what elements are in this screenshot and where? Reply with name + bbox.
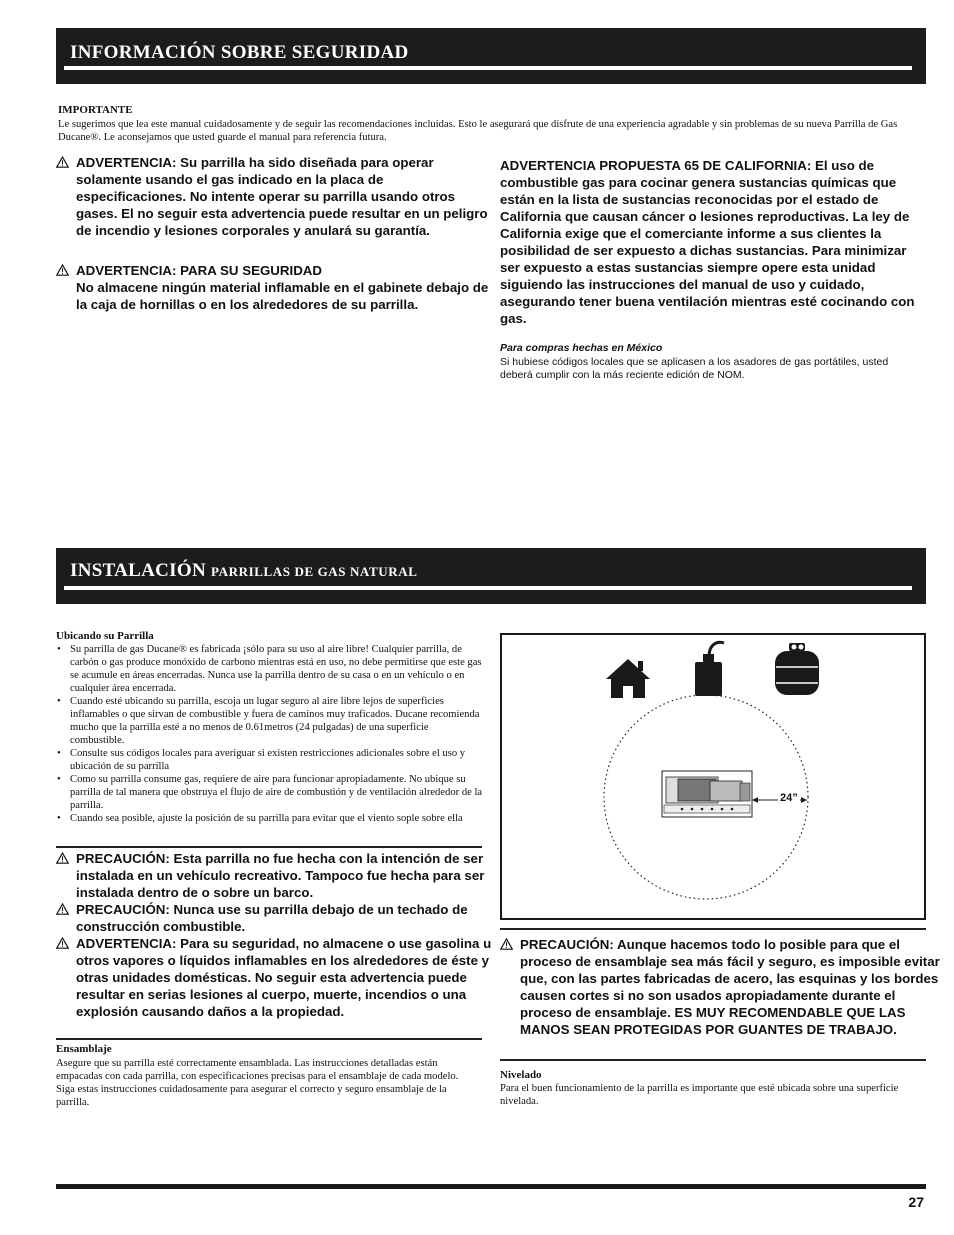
clearance-diagram (500, 633, 926, 920)
warning-triangle-icon (500, 938, 513, 950)
ensamblaje-heading: Ensamblaje (56, 1043, 112, 1055)
warning-triangle-icon (56, 852, 69, 864)
house-icon (606, 659, 650, 698)
importante-text: Le sugerimos que lea este manual cuidadosamente y de seguir las recomendaciones incluidas. Esto le asegurará que disfrute de una experiencia agradable y sin problemas de su nueva Parrilla de Gas Ducane®. Le aconsejamos que usted guarde el manual para referencia futura. (58, 119, 898, 143)
clearance-diagram-art (502, 635, 924, 918)
warning-safety (56, 262, 492, 313)
mexico-text: Si hubiese códigos locales que se aplicasen a los asadores de gas portátiles, usted deberá cumplir con la más reciente edición de NOM. (500, 356, 889, 381)
mexico-heading: Para compras hechas en México (500, 342, 663, 354)
caution-gloves: PRECAUCIÓN: Aunque hacemos todo lo posible para que el proceso de ensamblaje sea más fácil y seguro, es imposible evitar que, con las partes fabricadas de acero, las esquinas y los bordes causen cortes si no son usados apropiadamente durante el proceso de ensamblaje. ES MUY RECOMENDABLE QUE LAS MANOS SEAN PROTEGIDAS POR GUANTES DE TRABAJO. (500, 936, 946, 1038)
warning-flammable: ADVERTENCIA: Para su seguridad, no almacene o use gasolina u otros vapores o líquidos inflamables en los alrededores de éste y otras unidades domésticas. No seguir esta advertencia puede resultar en serias lesiones al cuerpo, muerte, incendios o una explosión causando daños a la propiedad. (56, 935, 504, 1020)
caution-vehicle: PRECAUCIÓN: Esta parrilla no fue hecha con la intención de ser instalada en un vehículo recreativo. Tampoco fue hecha para ser instalada dentro de o sobre un barco. (56, 850, 504, 901)
divider (500, 1059, 926, 1061)
warning-safety-text: No almacene ningún material inflamable en el gabinete debajo de la caja de hornillas o en los alrededores de su parrilla. (76, 280, 489, 312)
divider (500, 928, 926, 930)
list-item: • Consulte sus códigos locales para averiguar si existen restricciones adicionales sobre el uso y ubicación de su parrilla (70, 747, 483, 773)
installation-banner (56, 548, 926, 604)
propane-tank-icon (775, 643, 819, 695)
distance-label: 24” (780, 792, 798, 804)
grill-icon (662, 771, 752, 817)
warning-gas-type: ADVERTENCIA: Su parrilla ha sido diseñada para operar solamente usando el gas indicado en la placa de especificaciones. No intente operar su parrilla usando otros gases. El no seguir esta advertencia puede resultar en un peligro de incendio y lesiones corporales y anulará su garantía. (56, 154, 492, 239)
ubicando-heading: Ubicando su Parrilla (56, 630, 154, 642)
nivelado-heading: Nivelado (500, 1069, 542, 1081)
banner-rule (64, 586, 912, 590)
importante-heading: IMPORTANTE (58, 104, 133, 116)
prop65-warning: ADVERTENCIA PROPUESTA 65 DE CALIFORNIA: El uso de combustible gas para cocinar genera sustancias químicas que están en la lista de sustancias reconocidas por el estado de California que causan cáncer o lesiones reproductivas. La ley de California exige que el comerciante informe a sus clientes la posibilidad de ser expuesto a dichas sustancias. Para minimizar ser expuesto a estas sustancias siempre opere esta unidad siguiendo las instrucciones del manual de uso y cuidado, asegurando tener buena ventilación mientras esté cocinando con gas. (500, 158, 915, 326)
warning-triangle-icon (56, 156, 69, 168)
page-number: 27 (908, 1194, 924, 1210)
installation-title: INSTALACIÓN PARRILLAS DE GAS NATURAL (70, 560, 418, 581)
list-item: • Su parrilla de gas Ducane® es fabricada ¡sólo para su uso al aire libre! Cualquier parrilla, de carbón o gas produce monóxido de carbono mientras está en uso, no debe permitirse que este gas se acumule en áreas encerradas. Nunca use la parrilla dentro de su casa o en un vehículo o en cualquier área encerrada. (70, 643, 483, 695)
safety-banner (56, 28, 926, 84)
divider (56, 1038, 482, 1040)
caution-roof: PRECAUCIÓN: Nunca use su parrilla debajo de un techado de construcción combustible. (56, 901, 504, 935)
warning-triangle-icon (56, 264, 69, 276)
list-item: • Cuando esté ubicando su parrilla, escoja un lugar seguro al aire libre lejos de superficies inflamables o que sirvan de combustible y fuera de caminos muy traficados. Ducane recomienda mucho que la parrilla esté a no menos de 0.61metros (24 pulgadas) de una superficie combustible. (70, 695, 483, 747)
nivelado-text: Para el buen funcionamiento de la parrilla es importante que esté ubicada sobre una superficie nivelada. (500, 1083, 899, 1107)
warning-safety-title: ADVERTENCIA: PARA SU SEGURIDAD (76, 263, 323, 278)
ubicando-list (56, 643, 483, 825)
warning-triangle-icon (56, 937, 69, 949)
footer-rule (56, 1184, 926, 1189)
banner-rule (64, 66, 912, 70)
list-item: • Como su parrilla consume gas, requiere de aire para funcionar apropiadamente. No ubique su parrilla de tal manera que obstruya el flujo de aire de combustión y de ventilación alrededor de la parrilla. (70, 773, 483, 812)
safety-title: INFORMACIÓN SOBRE SEGURIDAD (70, 42, 409, 63)
list-item: • Cuando sea posible, ajuste la posición de su parrilla para evitar que el viento sople sobre ella (70, 812, 483, 825)
divider (56, 846, 482, 848)
installation-subtitle: PARRILLAS DE GAS NATURAL (211, 564, 418, 579)
gas-can-icon (695, 642, 724, 696)
warning-triangle-icon (56, 903, 69, 915)
ensamblaje-text: Asegure que su parrilla esté correctamente ensamblada. Las instrucciones detalladas están empacadas con cada parrilla, con especificaciones precisas para el ensamblaje de cada modelo. Siga estas instrucciones cuidadosamente para asegurar el correcto y seguro ensamblaje de la parrilla. (56, 1058, 459, 1108)
